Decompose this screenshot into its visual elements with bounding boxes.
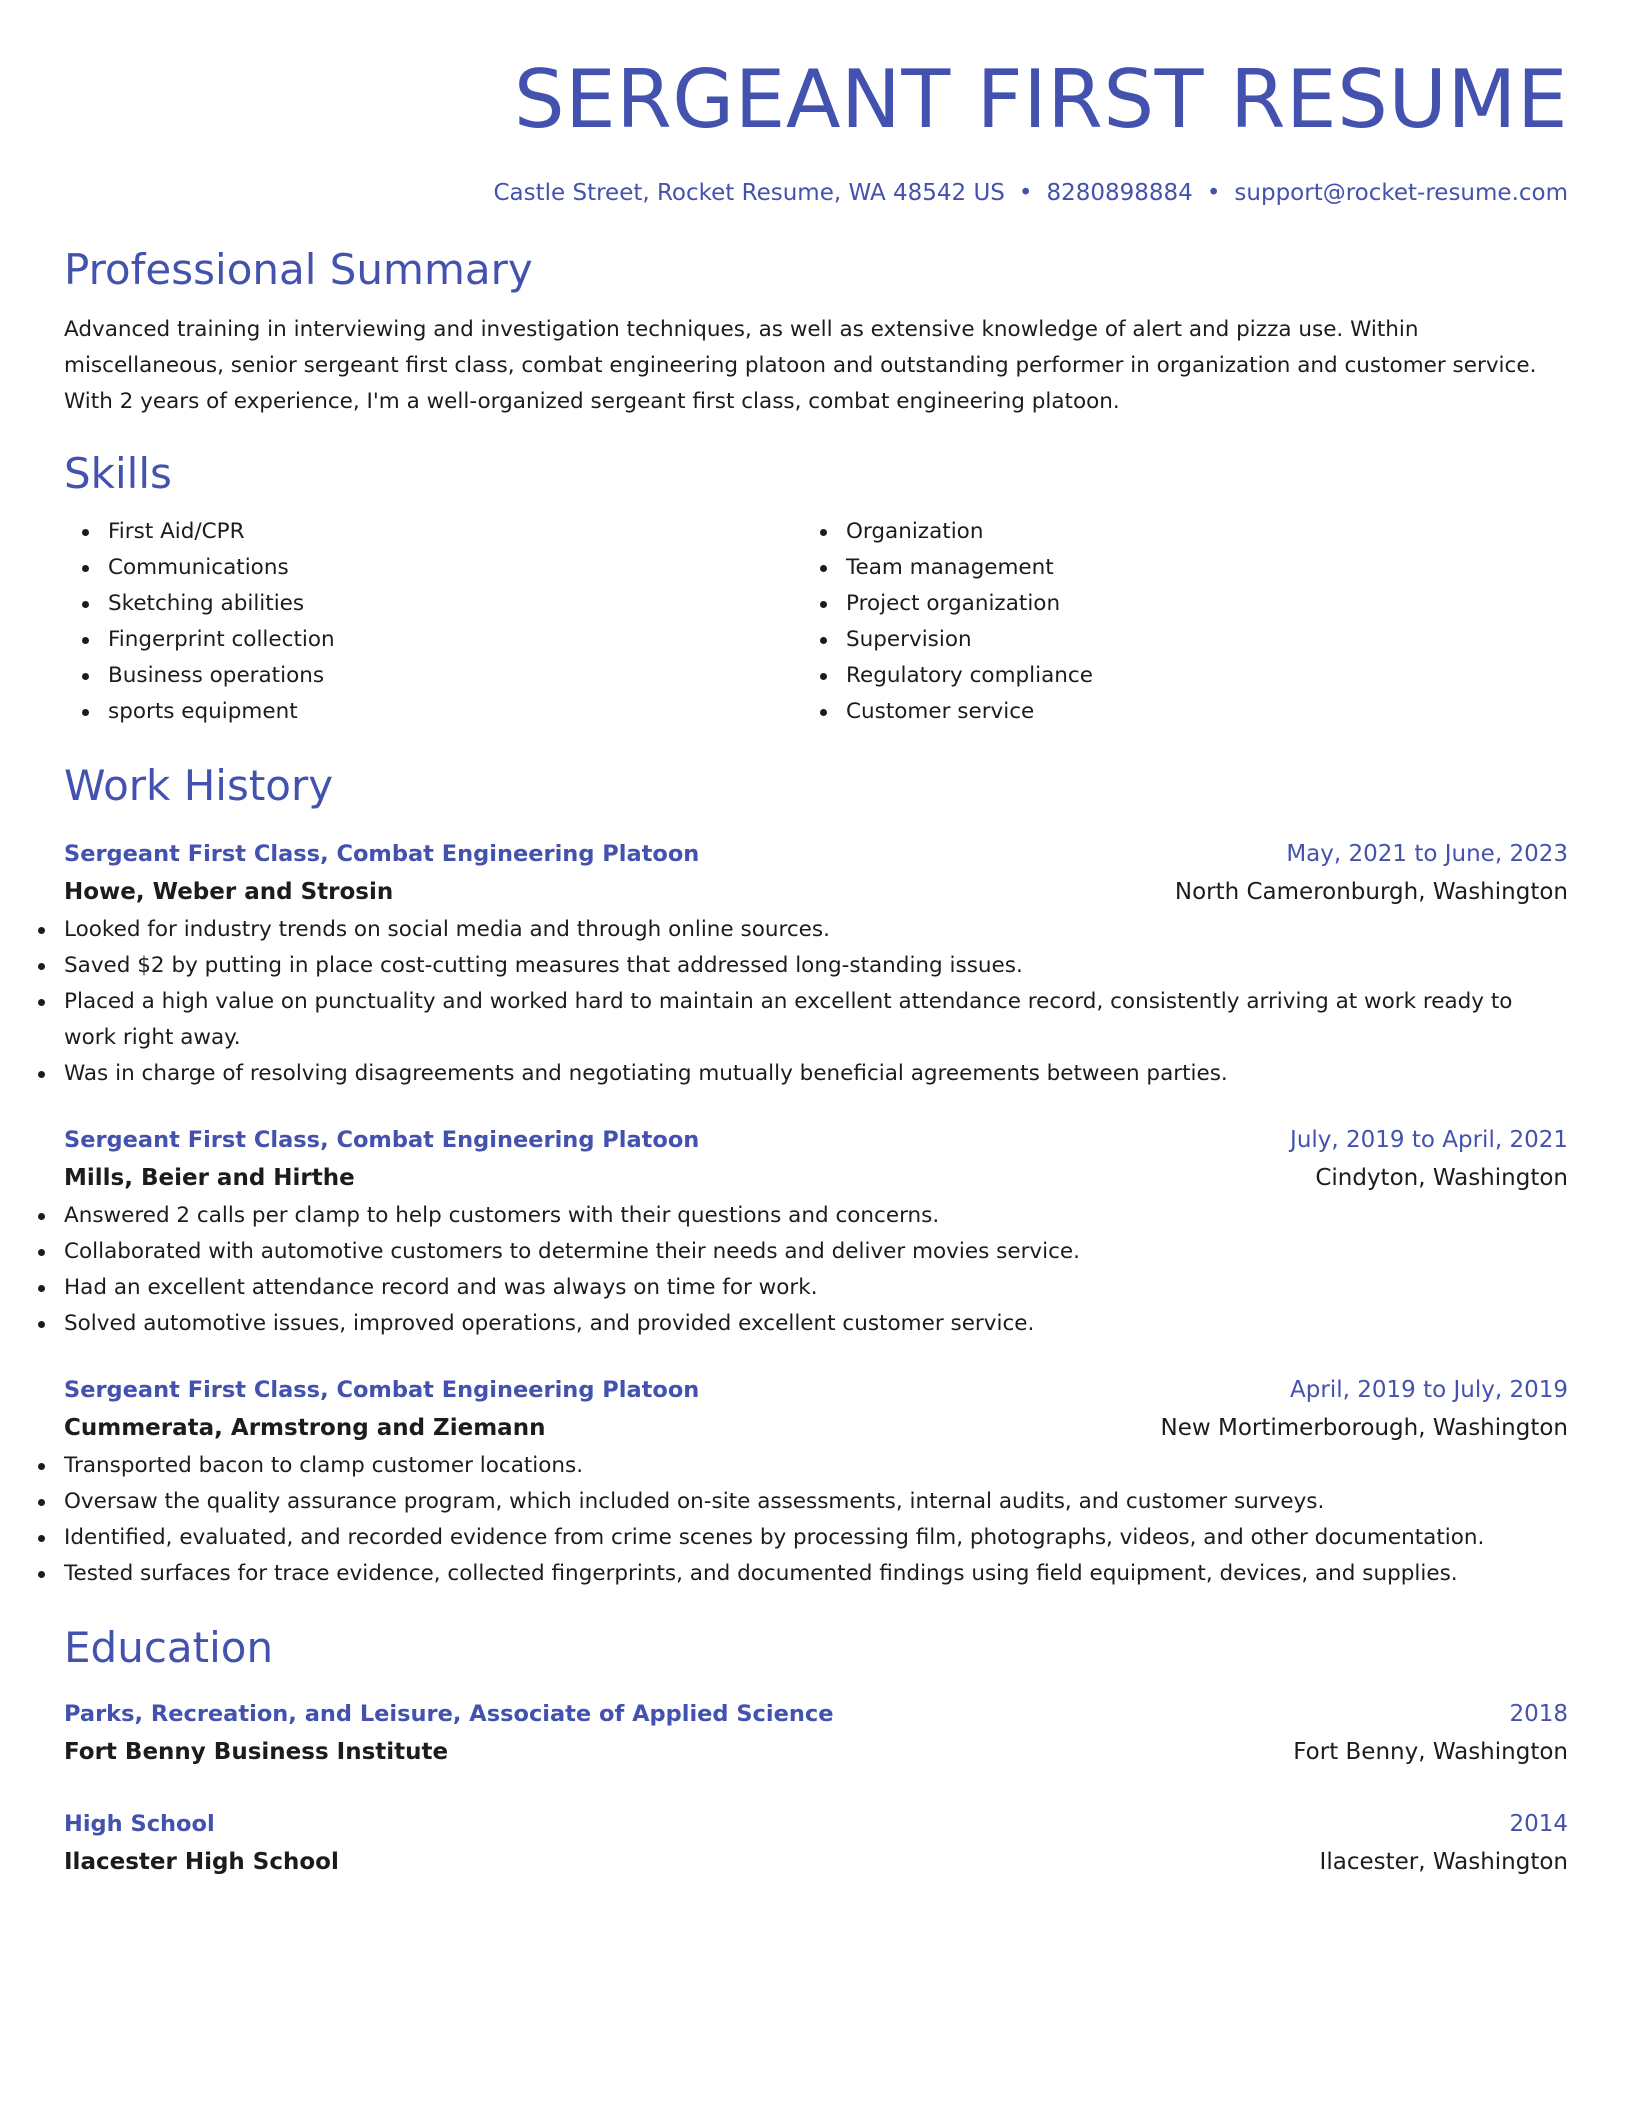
- job-dates: July, 2019 to April, 2021: [1290, 1127, 1568, 1153]
- skill-item: Regulatory compliance: [846, 658, 1540, 694]
- professional-summary-section: [64, 244, 1568, 420]
- section-title: Skills: [64, 449, 172, 498]
- education-school: Fort Benny Business Institute: [64, 1739, 449, 1765]
- job-header-row: [64, 1122, 1568, 1158]
- resume-name: SERGEANT FIRST RESUME: [513, 53, 1568, 146]
- job-bullet: Collaborated with automotive customers to determine their needs and deliver movies service.: [64, 1234, 1568, 1270]
- education-year: 2014: [1509, 1811, 1568, 1837]
- job-bullet: Had an excellent attendance record and was always on time for work.: [64, 1270, 1568, 1306]
- summary-text: Advanced training in interviewing and investigation techniques, as well as extensive knowledge of alert and pizza use. Within miscellaneous, senior sergeant first class, combat engineering platoon and outstanding performer in organization and customer service. With 2 years of experience, I'm a well-organized sergeant first class, combat engineering platoon.: [64, 317, 1537, 414]
- contact-separator: •: [1018, 180, 1033, 206]
- skills-section: [64, 448, 1568, 730]
- job-bullet: Identified, evaluated, and recorded evidence from crime scenes by processing film, photographs, videos, and other documentation.: [64, 1520, 1568, 1556]
- education-header-row: [64, 1696, 1568, 1732]
- job-bullet: Oversaw the quality assurance program, which included on-site assessments, internal audits, and customer surveys.: [64, 1484, 1568, 1520]
- education-school-row: [64, 1732, 1568, 1772]
- skills-grid: [64, 514, 1568, 730]
- job-company-row: [64, 1158, 1568, 1198]
- job-bullets: [64, 1448, 1568, 1592]
- job-title: Sergeant First Class, Combat Engineering Platoon: [64, 841, 700, 867]
- job-bullets: [64, 912, 1568, 1092]
- job-bullet: Answered 2 calls per clamp to help customers with their questions and concerns.: [64, 1198, 1568, 1234]
- job-bullet: Transported bacon to clamp customer locations.: [64, 1448, 1568, 1484]
- job-location: Cindyton, Washington: [1315, 1165, 1568, 1191]
- contact-line: [64, 178, 1568, 208]
- job-bullet: Looked for industry trends on social media and through online sources.: [64, 912, 1568, 948]
- job-title: Sergeant First Class, Combat Engineering Platoon: [64, 1377, 700, 1403]
- skill-item: Team management: [846, 550, 1540, 586]
- skills-column-right: [802, 514, 1540, 730]
- job-company: Cummerata, Armstrong and Ziemann: [64, 1415, 546, 1441]
- job-company: Mills, Beier and Hirthe: [64, 1165, 355, 1191]
- education-school-row: [64, 1842, 1568, 1882]
- skill-item: sports equipment: [108, 694, 802, 730]
- job-bullet: Tested surfaces for trace evidence, collected fingerprints, and documented findings using field equipment, devices, and supplies.: [64, 1556, 1568, 1592]
- skill-item: Project organization: [846, 586, 1540, 622]
- education-entry: [64, 1696, 1568, 1772]
- job-bullet: Saved $2 by putting in place cost-cutting measures that addressed long-standing issues.: [64, 948, 1568, 984]
- job-title: Sergeant First Class, Combat Engineering Platoon: [64, 1127, 700, 1153]
- job-bullets: [64, 1198, 1568, 1342]
- education-section: [64, 1622, 1568, 1882]
- skill-item: Business operations: [108, 658, 802, 694]
- job-location: North Cameronburgh, Washington: [1174, 879, 1568, 905]
- job-bullet: Placed a high value on punctuality and worked hard to maintain an excellent attendance record, consistently arriving at work ready to work right away.: [64, 984, 1568, 1056]
- job-entry: [64, 1372, 1568, 1592]
- skill-item: Customer service: [846, 694, 1540, 730]
- education-location: Fort Benny, Washington: [1293, 1739, 1568, 1765]
- skill-item: Communications: [108, 550, 802, 586]
- skill-item: Supervision: [846, 622, 1540, 658]
- job-company: Howe, Weber and Strosin: [64, 879, 394, 905]
- section-title: Work History: [64, 761, 334, 810]
- skill-item: Organization: [846, 514, 1540, 550]
- skill-item: First Aid/CPR: [108, 514, 802, 550]
- skill-item: Sketching abilities: [108, 586, 802, 622]
- job-location: New Mortimerborough, Washington: [1160, 1415, 1568, 1441]
- education-entry: [64, 1806, 1568, 1882]
- section-title: Education: [64, 1623, 274, 1672]
- contact-separator: •: [1206, 180, 1221, 206]
- job-company-row: [64, 1408, 1568, 1448]
- skill-item: Fingerprint collection: [108, 622, 802, 658]
- section-title: Professional Summary: [64, 245, 533, 294]
- job-company-row: [64, 872, 1568, 912]
- job-entry: [64, 836, 1568, 1092]
- education-header-row: [64, 1806, 1568, 1842]
- work-history-section: [64, 760, 1568, 1592]
- education-degree: Parks, Recreation, and Leisure, Associate of Applied Science: [64, 1701, 834, 1727]
- resume-header: [64, 52, 1568, 208]
- job-bullet: Solved automotive issues, improved operations, and provided excellent customer service.: [64, 1306, 1568, 1342]
- skills-column-left: [64, 514, 802, 730]
- job-dates: April, 2019 to July, 2019: [1290, 1377, 1568, 1403]
- education-school: Ilacester High School: [64, 1849, 339, 1875]
- contact-email: support@rocket-resume.com: [1234, 180, 1568, 206]
- contact-phone: 8280898884: [1046, 180, 1193, 206]
- education-location: Ilacester, Washington: [1319, 1849, 1568, 1875]
- job-header-row: [64, 1372, 1568, 1408]
- job-entry: [64, 1122, 1568, 1342]
- education-degree: High School: [64, 1811, 215, 1837]
- contact-address: Castle Street, Rocket Resume, WA 48542 US: [493, 180, 1005, 206]
- job-bullet: Was in charge of resolving disagreements and negotiating mutually beneficial agreements between parties.: [64, 1056, 1568, 1092]
- job-dates: May, 2021 to June, 2023: [1286, 841, 1568, 867]
- education-year: 2018: [1509, 1701, 1568, 1727]
- job-header-row: [64, 836, 1568, 872]
